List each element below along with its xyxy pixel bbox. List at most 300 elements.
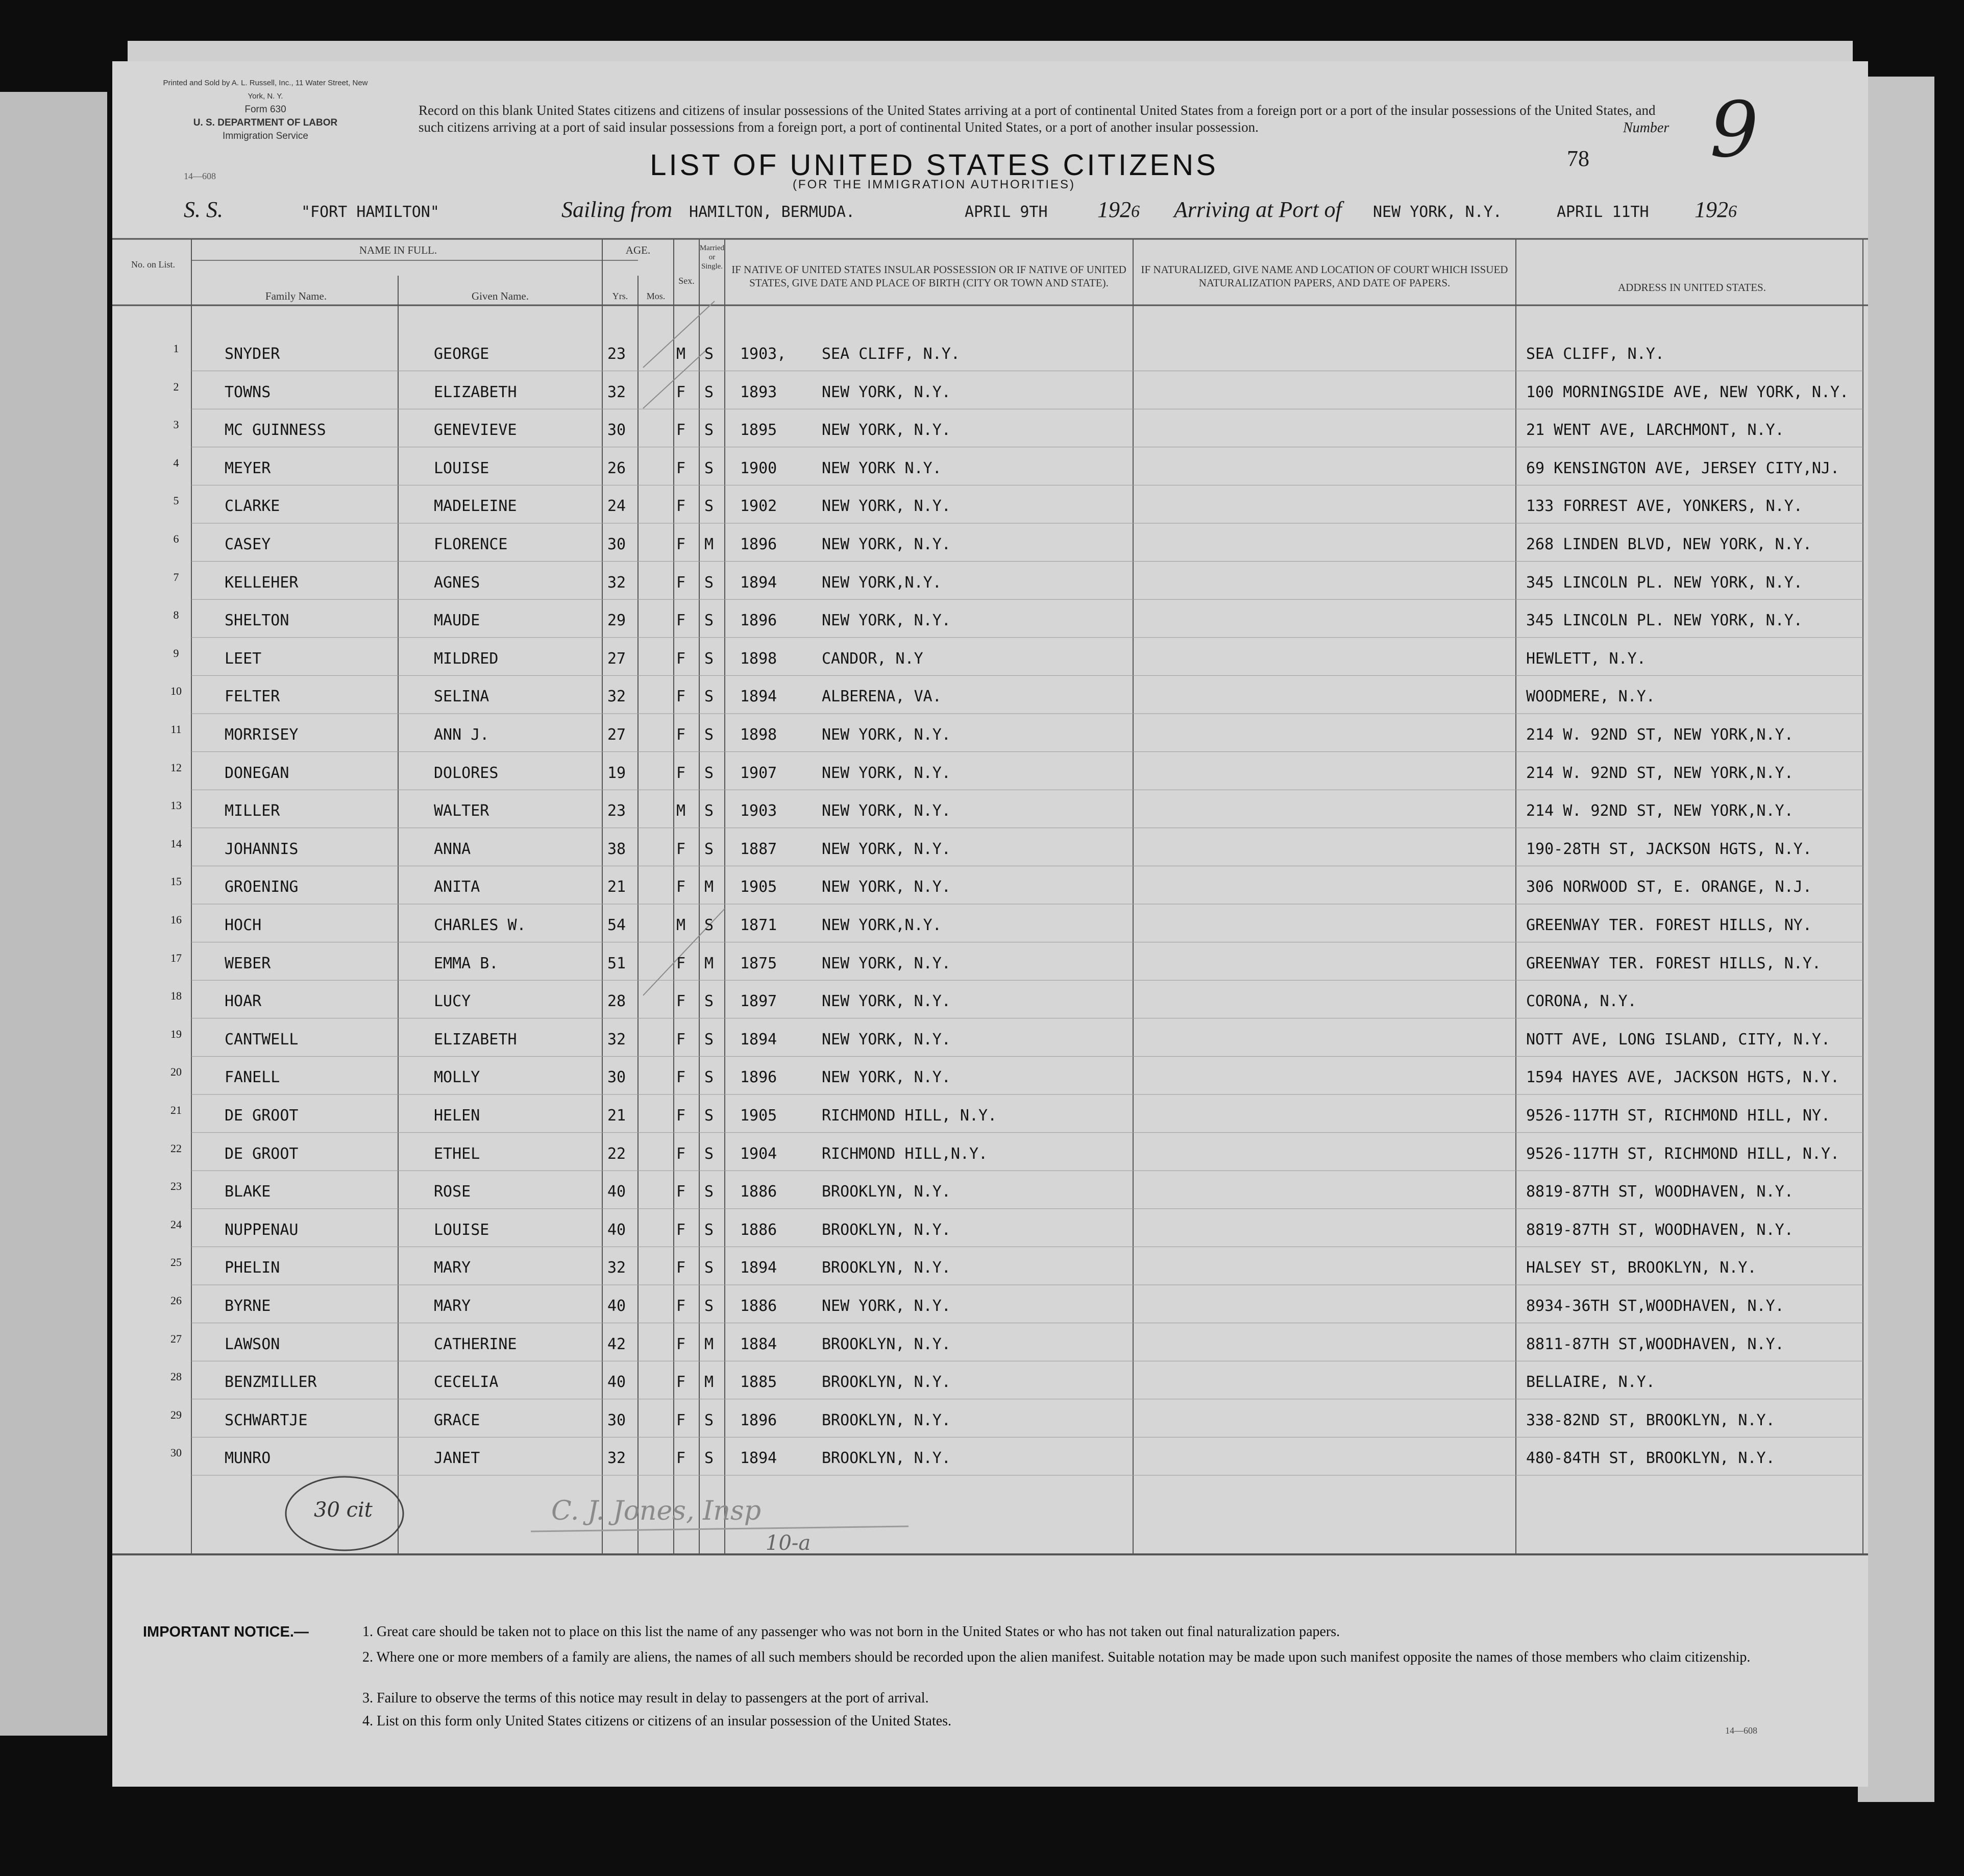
birth-place: NEW YORK, N.Y.: [822, 726, 951, 744]
given-name: CHARLES W.: [434, 916, 526, 934]
family-name: NUPPENAU: [225, 1221, 299, 1239]
age-years: 32: [607, 1449, 626, 1468]
ship-name: "FORT HAMILTON": [301, 203, 439, 221]
sex: F: [676, 1183, 686, 1201]
given-name: MILDRED: [434, 649, 499, 668]
notice-lead: IMPORTANT NOTICE.—: [143, 1624, 309, 1640]
marital-status: S: [704, 726, 714, 744]
sex: F: [676, 1068, 686, 1087]
birth-place: CANDOR, N.Y: [822, 649, 923, 668]
circled-count: 30 cit: [314, 1498, 373, 1522]
row-number: 17: [170, 951, 182, 964]
address: 214 W. 92ND ST, NEW YORK,N.Y.: [1526, 726, 1794, 744]
marital-status: S: [704, 345, 714, 363]
birth-place: NEW YORK, N.Y.: [822, 954, 951, 972]
address: GREENWAY TER. FOREST HILLS, NY.: [1526, 916, 1812, 934]
birth-year: 1898: [740, 726, 777, 744]
given-name: ANN J.: [434, 726, 489, 744]
sex: F: [676, 992, 686, 1011]
table-row: [112, 1137, 1868, 1175]
notice-item-4: 4. List on this form only United States citizens or citizens of an insular possession of the United States.: [362, 1713, 952, 1729]
age-years: 30: [607, 535, 626, 553]
address: 190-28TH ST, JACKSON HGTS, N.Y.: [1526, 840, 1812, 858]
col-mos: Mos.: [646, 291, 666, 301]
age-years: 23: [607, 345, 626, 363]
sex: F: [676, 421, 686, 440]
given-name: GRACE: [434, 1411, 480, 1429]
address: 345 LINCOLN PL. NEW YORK, N.Y.: [1526, 612, 1803, 630]
age-years: 21: [607, 1107, 626, 1125]
family-name: DE GROOT: [225, 1107, 299, 1125]
marital-status: S: [704, 649, 714, 668]
given-name: WALTER: [434, 802, 489, 820]
birth-place: NEW YORK, N.Y.: [822, 1030, 951, 1049]
birth-year: 1894: [740, 573, 777, 592]
table-row: [112, 1365, 1868, 1403]
row-number: 22: [170, 1141, 182, 1155]
row-number: 25: [170, 1256, 182, 1269]
row-number: 5: [173, 494, 179, 507]
sex: F: [676, 1297, 686, 1315]
birth-place: RICHMOND HILL,N.Y.: [822, 1144, 988, 1163]
birth-year: 1896: [740, 1411, 777, 1429]
given-name: LOUISE: [434, 1221, 489, 1239]
age-years: 22: [607, 1144, 626, 1163]
marital-status: S: [704, 497, 714, 516]
address: 133 FORREST AVE, YONKERS, N.Y.: [1526, 497, 1803, 516]
given-name: GENEVIEVE: [434, 421, 517, 440]
table-row: [112, 946, 1868, 984]
address: 8819-87TH ST, WOODHAVEN, N.Y.: [1526, 1221, 1794, 1239]
address: 268 LINDEN BLVD, NEW YORK, N.Y.: [1526, 535, 1812, 553]
age-years: 51: [607, 954, 626, 972]
table-row: [112, 756, 1868, 794]
given-name: EMMA B.: [434, 954, 499, 972]
birth-place: NEW YORK, N.Y.: [822, 383, 951, 401]
col-given-name: Given Name.: [472, 290, 529, 302]
birth-place: BROOKLYN, N.Y.: [822, 1411, 951, 1429]
age-years: 42: [607, 1335, 626, 1353]
marital-status: M: [704, 954, 714, 972]
col-naturalized: IF NATURALIZED, GIVE NAME AND LOCATION OF COURT WHICH ISSUED NATURALIZATION PAPERS, AND DATE OF PAPERS.: [1141, 263, 1508, 289]
birth-place: NEW YORK, N.Y.: [822, 612, 951, 630]
family-name: SCHWARTJE: [225, 1411, 308, 1429]
given-name: SELINA: [434, 688, 489, 706]
row-number: 29: [170, 1408, 182, 1421]
address: GREENWAY TER. FOREST HILLS, N.Y.: [1526, 954, 1821, 972]
row-number: 16: [170, 913, 182, 926]
sex: F: [676, 1335, 686, 1353]
marital-status: M: [704, 1373, 714, 1392]
family-name: MUNRO: [225, 1449, 271, 1468]
given-name: GEORGE: [434, 345, 489, 363]
record-note: Record on this blank United States citizens and citizens of insular possessions of the United States arriving at a port of continental United States from a foreign port or a port of the insular possessions of the United States, and such citizens arriving at a port of said insular possessions from a foreign port, a port of continental United States, or a port of another insular possession.: [419, 103, 1656, 135]
marital-status: S: [704, 383, 714, 401]
sex: F: [676, 688, 686, 706]
family-name: PHELIN: [225, 1259, 280, 1277]
notice-item-2: 2. Where one or more members of a family are aliens, the names of all such members should be recorded upon the alien manifest. Suitable notation may be made upon such manifest opposite the names of those members who claim citizenship.: [362, 1649, 1751, 1665]
family-name: BLAKE: [225, 1183, 271, 1201]
birth-year: 1894: [740, 1259, 777, 1277]
marital-status: S: [704, 1183, 714, 1201]
family-name: LEET: [225, 649, 262, 668]
family-name: MILLER: [225, 802, 280, 820]
age-years: 27: [607, 726, 626, 744]
col-married: Married or Single.: [699, 244, 725, 271]
marital-status: S: [704, 421, 714, 440]
birth-place: NEW YORK, N.Y.: [822, 535, 951, 553]
table-row: [112, 1289, 1868, 1327]
sex: M: [676, 802, 686, 820]
birth-year: 1907: [740, 764, 777, 782]
sex: F: [676, 764, 686, 782]
address: 480-84TH ST, BROOKLYN, N.Y.: [1526, 1449, 1775, 1468]
table-row: [112, 1441, 1868, 1479]
address: 338-82ND ST, BROOKLYN, N.Y.: [1526, 1411, 1775, 1429]
row-number: 18: [170, 989, 182, 1003]
family-name: MORRISEY: [225, 726, 299, 744]
birth-year: 1903: [740, 802, 777, 820]
birth-year: 1894: [740, 1030, 777, 1049]
notice-item-3: 3. Failure to observe the terms of this notice may result in delay to passengers at the port of arrival.: [362, 1690, 929, 1706]
table-row: [112, 794, 1868, 832]
table-row: [112, 603, 1868, 641]
marital-status: S: [704, 1144, 714, 1163]
age-years: 32: [607, 383, 626, 401]
table-row: [112, 870, 1868, 908]
row-number: 26: [170, 1294, 182, 1307]
marital-status: S: [704, 1297, 714, 1315]
given-name: FLORENCE: [434, 535, 508, 553]
sex: F: [676, 1144, 686, 1163]
address: HEWLETT, N.Y.: [1526, 649, 1646, 668]
table-row: [112, 832, 1868, 870]
address: 9526-117TH ST, RICHMOND HILL, N.Y.: [1526, 1144, 1840, 1163]
sailing-from: HAMILTON, BERMUDA.: [689, 203, 855, 221]
birth-year: 1897: [740, 992, 777, 1011]
age-years: 40: [607, 1221, 626, 1239]
row-number: 3: [173, 418, 179, 431]
given-name: MAUDE: [434, 612, 480, 630]
sex: F: [676, 383, 686, 401]
family-name: FANELL: [225, 1068, 280, 1087]
row-number: 12: [170, 761, 182, 774]
row-number: 20: [170, 1065, 182, 1079]
birth-year: 1896: [740, 612, 777, 630]
number-label: Number: [1623, 120, 1670, 136]
row-number: 6: [173, 532, 179, 545]
inspector-signature: C. J. Jones, Insp: [551, 1496, 762, 1526]
birth-place: NEW YORK, N.Y.: [822, 421, 951, 440]
family-name: SNYDER: [225, 345, 280, 363]
sex: F: [676, 840, 686, 858]
birth-place: NEW YORK,N.Y.: [822, 573, 942, 592]
age-years: 40: [607, 1373, 626, 1392]
age-years: 40: [607, 1183, 626, 1201]
birth-place: BROOKLYN, N.Y.: [822, 1373, 951, 1392]
sex: F: [676, 954, 686, 972]
given-name: MARY: [434, 1297, 471, 1315]
age-years: 38: [607, 840, 626, 858]
row-number: 2: [173, 380, 179, 393]
given-name: ELIZABETH: [434, 1030, 517, 1049]
row-number: 8: [173, 608, 179, 622]
birth-year: 1884: [740, 1335, 777, 1353]
given-name: HELEN: [434, 1107, 480, 1125]
birth-year: 1898: [740, 649, 777, 668]
table-row: [112, 413, 1868, 451]
row-number: 15: [170, 875, 182, 888]
marital-status: S: [704, 992, 714, 1011]
birth-year: 1886: [740, 1297, 777, 1315]
footer-code: 14—608: [1725, 1725, 1757, 1736]
birth-place: NEW YORK, N.Y.: [822, 992, 951, 1011]
birth-place: NEW YORK N.Y.: [822, 459, 942, 477]
marital-status: S: [704, 764, 714, 782]
given-name: ROSE: [434, 1183, 471, 1201]
birth-year: 1895: [740, 421, 777, 440]
table-row: [112, 566, 1868, 603]
table-row: [112, 451, 1868, 489]
sex: F: [676, 497, 686, 516]
birth-place: BROOKLYN, N.Y.: [822, 1449, 951, 1468]
age-years: 19: [607, 764, 626, 782]
address: 306 NORWOOD ST, E. ORANGE, N.J.: [1526, 878, 1812, 896]
address: 21 WENT AVE, LARCHMONT, N.Y.: [1526, 421, 1784, 440]
sex: M: [676, 345, 686, 363]
sex: F: [676, 459, 686, 477]
marital-status: M: [704, 535, 714, 553]
birth-year: 1886: [740, 1221, 777, 1239]
age-years: 30: [607, 1411, 626, 1429]
age-years: 27: [607, 649, 626, 668]
col-family-name: Family Name.: [265, 290, 327, 302]
row-number: 11: [170, 723, 182, 736]
birth-place: ALBERENA, VA.: [822, 688, 942, 706]
family-name: BENZMILLER: [225, 1373, 317, 1392]
sex: F: [676, 1449, 686, 1468]
birth-year: 1905: [740, 1107, 777, 1125]
age-years: 30: [607, 1068, 626, 1087]
row-number: 14: [170, 837, 182, 850]
table-row: [112, 908, 1868, 946]
birth-year: 1896: [740, 535, 777, 553]
table-row: [112, 642, 1868, 679]
address: 9526-117TH ST, RICHMOND HILL, NY.: [1526, 1107, 1831, 1125]
table-row: [112, 1327, 1868, 1365]
table-row: [112, 679, 1868, 717]
family-name: JOHANNIS: [225, 840, 299, 858]
table-row: [112, 1022, 1868, 1060]
page-title: LIST OF UNITED STATES CITIZENS: [650, 149, 1218, 182]
family-name: TOWNS: [225, 383, 271, 401]
sex: F: [676, 535, 686, 553]
row-number: 24: [170, 1217, 182, 1231]
family-name: DONEGAN: [225, 764, 289, 782]
birth-place: NEW YORK, N.Y.: [822, 1068, 951, 1087]
sex: M: [676, 916, 686, 934]
col-address: ADDRESS IN UNITED STATES.: [1618, 281, 1766, 294]
sail-year-suffix: 6: [1131, 202, 1140, 221]
birth-year: 1871: [740, 916, 777, 934]
age-years: 32: [607, 1030, 626, 1049]
birth-place: BROOKLYN, N.Y.: [822, 1335, 951, 1353]
marital-status: S: [704, 1107, 714, 1125]
service: Immigration Service: [223, 131, 308, 141]
arrive-year-prefix: 192: [1695, 197, 1728, 222]
sex: F: [676, 573, 686, 592]
birth-year: 1885: [740, 1373, 777, 1392]
address: 8811-87TH ST,WOODHAVEN, N.Y.: [1526, 1335, 1784, 1353]
given-name: DOLORES: [434, 764, 499, 782]
sex: F: [676, 612, 686, 630]
table-row: [112, 718, 1868, 756]
family-name: WEBER: [225, 954, 271, 972]
marital-status: S: [704, 802, 714, 820]
address: 8934-36TH ST,WOODHAVEN, N.Y.: [1526, 1297, 1784, 1315]
birth-place: NEW YORK, N.Y.: [822, 878, 951, 896]
marital-status: S: [704, 1030, 714, 1049]
family-name: BYRNE: [225, 1297, 271, 1315]
col-yrs: Yrs.: [612, 291, 628, 301]
page-subtitle: (FOR THE IMMIGRATION AUTHORITIES): [792, 178, 1076, 191]
address: 1594 HAYES AVE, JACKSON HGTS, N.Y.: [1526, 1068, 1840, 1087]
birth-place: BROOKLYN, N.Y.: [822, 1183, 951, 1201]
given-name: ETHEL: [434, 1144, 480, 1163]
sex: F: [676, 1107, 686, 1125]
address: SEA CLIFF, N.Y.: [1526, 345, 1664, 363]
arriving-label: Arriving at Port of: [1174, 197, 1342, 222]
given-name: ANNA: [434, 840, 471, 858]
number-value: 9: [1710, 86, 1759, 175]
marital-status: M: [704, 878, 714, 896]
printer-line: Printed and Sold by A. L. Russell, Inc., 11 Water Street, New York, N. Y.: [163, 79, 368, 101]
birth-year: 1894: [740, 688, 777, 706]
family-name: DE GROOT: [225, 1144, 299, 1163]
birth-place: RICHMOND HILL, N.Y.: [822, 1107, 997, 1125]
family-name: LAWSON: [225, 1335, 280, 1353]
given-name: MOLLY: [434, 1068, 480, 1087]
row-number: 1: [173, 342, 179, 355]
address: 69 KENSINGTON AVE, JERSEY CITY,NJ.: [1526, 459, 1840, 477]
given-name: JANET: [434, 1449, 480, 1468]
birth-year: 1900: [740, 459, 777, 477]
family-name: FELTER: [225, 688, 280, 706]
row-number: 13: [170, 799, 182, 812]
age-years: 23: [607, 802, 626, 820]
address: 8819-87TH ST, WOODHAVEN, N.Y.: [1526, 1183, 1794, 1201]
sex: F: [676, 1221, 686, 1239]
birth-year: 1893: [740, 383, 777, 401]
given-name: CATHERINE: [434, 1335, 517, 1353]
given-name: MADELEINE: [434, 497, 517, 516]
birth-year: 1896: [740, 1068, 777, 1087]
marital-status: S: [704, 840, 714, 858]
address: CORONA, N.Y.: [1526, 992, 1637, 1011]
marital-status: S: [704, 573, 714, 592]
birth-year: 1902: [740, 497, 777, 516]
age-years: 30: [607, 421, 626, 440]
table-row: [112, 489, 1868, 527]
form-code: 14—608: [184, 171, 216, 181]
birth-place: NEW YORK, N.Y.: [822, 802, 951, 820]
sail-date: APRIL 9TH: [965, 203, 1048, 221]
given-name: CECELIA: [434, 1373, 499, 1392]
given-name: ELIZABETH: [434, 383, 517, 401]
age-years: 32: [607, 688, 626, 706]
sex: F: [676, 726, 686, 744]
sex: F: [676, 1030, 686, 1049]
age-years: 29: [607, 612, 626, 630]
sheet-number: 78: [1567, 146, 1589, 171]
age-years: 21: [607, 878, 626, 896]
family-name: MC GUINNESS: [225, 421, 326, 440]
family-name: HOAR: [225, 992, 262, 1011]
col-name-in-full: NAME IN FULL.: [359, 244, 437, 256]
row-number: 21: [170, 1104, 182, 1116]
birth-year: 1903,: [740, 345, 787, 363]
birth-year: 1875: [740, 954, 777, 972]
table-row: [112, 1403, 1868, 1441]
row-number: 23: [170, 1180, 182, 1193]
family-name: SHELTON: [225, 612, 289, 630]
sail-year-prefix: 192: [1097, 197, 1131, 222]
age-years: 26: [607, 459, 626, 477]
age-years: 28: [607, 992, 626, 1011]
family-name: GROENING: [225, 878, 299, 896]
col-sex: Sex.: [678, 276, 695, 286]
birth-year: 1887: [740, 840, 777, 858]
table-row: [112, 1175, 1868, 1212]
row-number: 27: [170, 1332, 182, 1345]
birth-place: NEW YORK, N.Y.: [822, 1297, 951, 1315]
table-row: [112, 337, 1868, 375]
family-name: MEYER: [225, 459, 271, 477]
table-row: [112, 1060, 1868, 1098]
marital-status: S: [704, 1221, 714, 1239]
marital-status: S: [704, 1411, 714, 1429]
row-number: 9: [173, 646, 179, 660]
marital-status: S: [704, 459, 714, 477]
table-row: [112, 1251, 1868, 1288]
arrival-port: NEW YORK, N.Y.: [1373, 203, 1502, 221]
birth-place: NEW YORK,N.Y.: [822, 916, 942, 934]
address: BELLAIRE, N.Y.: [1526, 1373, 1655, 1392]
table-row: [112, 1213, 1868, 1251]
age-years: 24: [607, 497, 626, 516]
row-number: 7: [173, 570, 179, 583]
birth-place: BROOKLYN, N.Y.: [822, 1221, 951, 1239]
marital-status: S: [704, 916, 714, 934]
department: U. S. DEPARTMENT OF LABOR: [193, 117, 338, 128]
form-number: Form 630: [244, 104, 286, 115]
birth-place: SEA CLIFF, N.Y.: [822, 345, 960, 363]
marital-status: M: [704, 1335, 714, 1353]
address: 100 MORNINGSIDE AVE, NEW YORK, N.Y.: [1526, 383, 1849, 401]
address: WOODMERE, N.Y.: [1526, 688, 1655, 706]
marital-status: S: [704, 1449, 714, 1468]
marital-status: S: [704, 1068, 714, 1087]
birth-year: 1894: [740, 1449, 777, 1468]
given-name: MARY: [434, 1259, 471, 1277]
row-number: 4: [173, 456, 179, 469]
sailing-label: Sailing from: [561, 197, 673, 222]
table-row: [112, 984, 1868, 1022]
manifest-page: [112, 61, 1868, 1787]
col-no: No. on List.: [131, 259, 175, 270]
address: 345 LINCOLN PL. NEW YORK, N.Y.: [1526, 573, 1803, 592]
family-name: HOCH: [225, 916, 262, 934]
